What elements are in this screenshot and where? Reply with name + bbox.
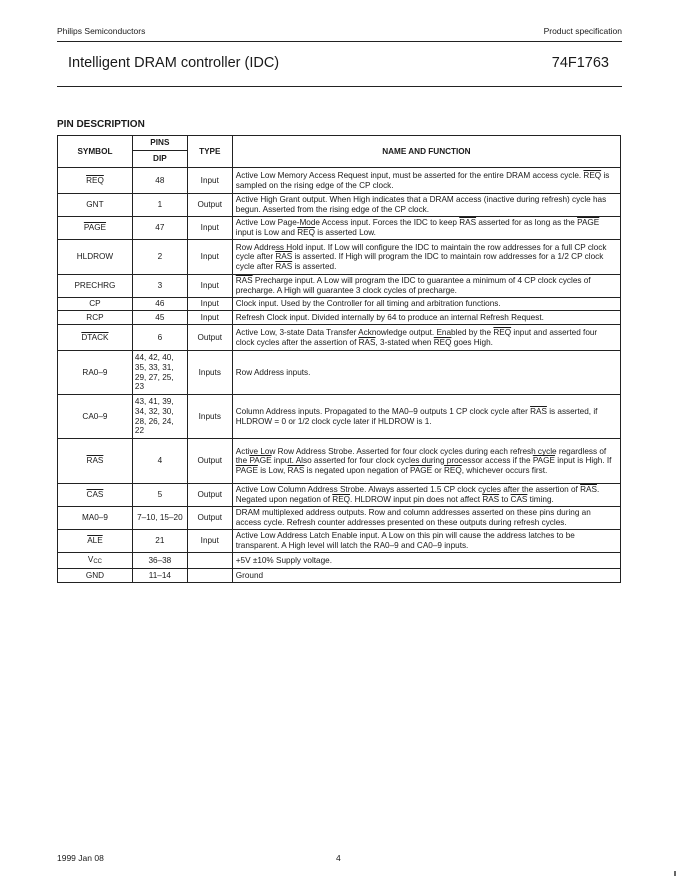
title-rule (57, 86, 622, 87)
document-type: Product specification (543, 26, 622, 36)
pin-function: +5V ±10% Supply voltage. (232, 553, 620, 569)
pin-symbol: $\overline{CAS}$ (58, 484, 133, 507)
pin-dip-number: 3 (132, 275, 187, 298)
pin-function: DRAM multiplexed address outputs. Row and column addresses asserted on these pins during an access cycle. Refresh counter addresses presented on these outputs during refresh cycles. (232, 507, 620, 530)
pin-function: Active Low Memory Access Request input, must be asserted for the entire DRAM access cycle. $\overline{REQ}$ is sampled on the rising edge of the CP clock. (232, 168, 620, 194)
pins-column-header: PINS (132, 136, 187, 151)
type-column-header: TYPE (187, 136, 232, 168)
pin-function: Ground (232, 569, 620, 583)
pin-dip-number: 21 (132, 530, 187, 553)
pin-dip-number: 5 (132, 484, 187, 507)
section-heading: PIN DESCRIPTION (57, 119, 145, 130)
pin-symbol: GNT (58, 194, 133, 217)
pin-function: Column Address inputs. Propagated to the MA0–9 outputs 1 CP clock cycle after $\overline{RAS}$ is asserted, if HLDROW = 0 or 1/2 clock cycle later if HLDROW is 1. (232, 395, 620, 439)
pin-function: Clock input. Used by the Controller for all timing and arbitration functions. (232, 298, 620, 311)
pin-type (187, 553, 232, 569)
pin-dip-number: 45 (132, 311, 187, 325)
pin-symbol: MA0–9 (58, 507, 133, 530)
table-row (58, 507, 621, 530)
pin-type: Output (187, 194, 232, 217)
table-row (58, 325, 621, 351)
name-function-column-header: NAME AND FUNCTION (232, 136, 620, 168)
pin-symbol: CP (58, 298, 133, 311)
pin-rows (58, 168, 621, 583)
company-name: Philips Semiconductors (57, 26, 146, 36)
table-row (58, 553, 621, 569)
pin-dip-number: 43, 41, 39, 34, 32, 30, 28, 26, 24, 22 (132, 395, 187, 439)
pin-function: Active Low Row Address Strobe. Asserted for four clock cycles during each refresh cycle regardless of the PAGE input. Also asserted for four clock cycles during processor access if the PAGE input is High. If PAGE is Low, $\overline{RAS}$ is negated upon negation of PAGE or $\overline{REQ}$, whichever occurs first. (232, 439, 620, 484)
page-number: 4 (336, 853, 341, 863)
pin-type: Inputs (187, 351, 232, 395)
table-row (58, 530, 621, 553)
table-row (58, 484, 621, 507)
pin-symbol: $\overline{REQ}$ (58, 168, 133, 194)
pin-type: Output (187, 439, 232, 484)
pin-symbol: PAGE (58, 217, 133, 240)
pin-type: Input (187, 240, 232, 275)
pin-function: Row Address Hold input. If Low will configure the IDC to maintain the row addresses for a full CP clock cycle after $\overline{RAS}$ is asserted. If High will program the IDC to maintain row addresses for a 1/2 CP clock cycle after $\overline{RAS}$ is asserted. (232, 240, 620, 275)
symbol-column-header: SYMBOL (58, 136, 133, 168)
pin-function: Row Address inputs. (232, 351, 620, 395)
pin-dip-number: 46 (132, 298, 187, 311)
pin-dip-number: 4 (132, 439, 187, 484)
dip-column-header: DIP (132, 151, 187, 168)
pin-function: $\overline{RAS}$ Precharge input. A Low will program the IDC to guarantee a minimum of 4 CP clock cycles of precharge. A High will guarantee 3 clock cycles of precharge. (232, 275, 620, 298)
pin-type (187, 569, 232, 583)
pin-type: Input (187, 275, 232, 298)
document-title: Intelligent DRAM controller (IDC) (68, 55, 280, 71)
pin-type: Output (187, 484, 232, 507)
pin-type: Input (187, 298, 232, 311)
table-row (58, 569, 621, 583)
pin-function: Active Low, 3-state Data Transfer Acknowledge output. Enabled by the $\overline{REQ}$ input and asserted four clock cycles after the assertion of $\overline{RAS}$, 3-stated when $\overline{REQ}$ goes High. (232, 325, 620, 351)
part-number: 74F1763 (551, 55, 609, 71)
pin-function: Active Low Column Address Strobe. Always asserted 1.5 CP clock cycles after the assertion of $\overline{RAS}$. Negated upon negation of $\overline{REQ}$. HLDROW input pin does not affect $\overline{RAS}$ to $\overline{CAS}$ timing. (232, 484, 620, 507)
pin-symbol: RCP (58, 311, 133, 325)
pin-symbol: CA0–9 (58, 395, 133, 439)
table-row (58, 217, 621, 240)
pin-type: Output (187, 325, 232, 351)
corner-mark (674, 871, 676, 876)
table-row (58, 240, 621, 275)
pin-type: Input (187, 217, 232, 240)
pin-symbol: HLDROW (58, 240, 133, 275)
pin-type: Input (187, 311, 232, 325)
pin-function: Active Low Address Latch Enable input. A Low on this pin will cause the address latches to be transparent. A High level will latch the RA0–9 and CA0–9 inputs. (232, 530, 620, 553)
pin-symbol: RA0–9 (58, 351, 133, 395)
pin-type: Input (187, 168, 232, 194)
pin-symbol: DTACK (58, 325, 133, 351)
table-row (58, 168, 621, 194)
pin-symbol: $\overline{ALE}$ (58, 530, 133, 553)
pin-function: Active High Grant output. When High indicates that a DRAM access (inactive during refresh) cycle has begun. Asserted from the rising edge of the CP clock. (232, 194, 620, 217)
pin-function: Active Low Page-Mode Access input. Forces the IDC to keep $\overline{RAS}$ asserted for as long as the PAGE input is Low and $\overline{REQ}$ is asserted Low. (232, 217, 620, 240)
pin-symbol: $\overline{RAS}$ (58, 439, 133, 484)
table-row (58, 194, 621, 217)
table-row (58, 351, 621, 395)
table-row (58, 298, 621, 311)
pin-dip-number: 2 (132, 240, 187, 275)
pin-dip-number: 7–10, 15–20 (132, 507, 187, 530)
pin-dip-number: 47 (132, 217, 187, 240)
table-row (58, 275, 621, 298)
pin-dip-number: 11–14 (132, 569, 187, 583)
pin-description-table (57, 135, 621, 583)
pin-dip-number: 44, 42, 40, 35, 33, 31, 29, 27, 25, 23 (132, 351, 187, 395)
table-row (58, 311, 621, 325)
table-row (58, 395, 621, 439)
pin-dip-number: 48 (132, 168, 187, 194)
pin-dip-number: 1 (132, 194, 187, 217)
pin-symbol: GND (58, 569, 133, 583)
table-row (58, 439, 621, 484)
pin-type: Input (187, 530, 232, 553)
pin-function: Refresh Clock input. Divided internally by 64 to produce an internal Refresh Request. (232, 311, 620, 325)
pin-dip-number: 36–38 (132, 553, 187, 569)
pin-symbol: PRECHRG (58, 275, 133, 298)
pin-symbol: $V_{CC}$ (58, 553, 133, 569)
footer-date: 1999 Jan 08 (57, 853, 104, 863)
pin-type: Inputs (187, 395, 232, 439)
header-rule (57, 41, 622, 42)
pin-dip-number: 6 (132, 325, 187, 351)
pin-type: Output (187, 507, 232, 530)
